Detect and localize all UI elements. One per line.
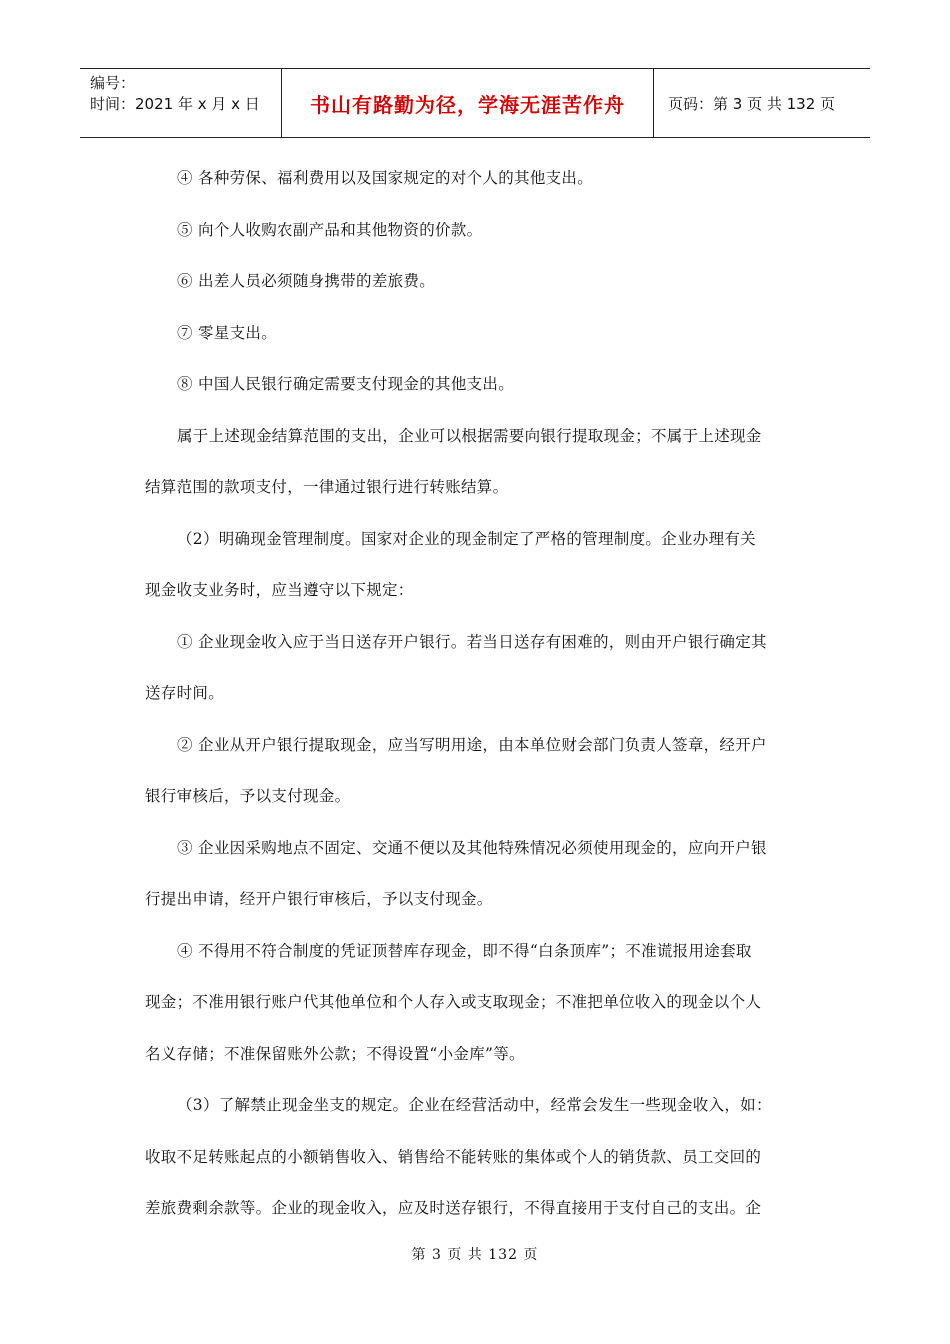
- text-line: 银行审核后，予以支付现金。: [145, 787, 351, 805]
- text-line: 结算范围的款项支付，一律通过银行进行转账结算。: [145, 478, 509, 496]
- text-line: ① 企业现金收入应于当日送存开户银行。若当日送存有困难的，则由开户银行确定其: [177, 632, 767, 651]
- text-line: ④ 各种劳保、福利费用以及国家规定的对个人的其他支出。: [177, 169, 594, 187]
- text-line: 名义存储；不准保留账外公款；不得设置“小金库”等。: [145, 1044, 525, 1063]
- text-line: （2）明确现金管理制度。国家对企业的现金制定了严格的管理制度。企业办理有关: [177, 529, 756, 548]
- text-line: 属于上述现金结算范围的支出，企业可以根据需要向银行提取现金；不属于上述现金: [177, 426, 762, 445]
- text-line: 现金；不准用银行账户代其他单位和个人存入或支取现金；不准把单位收入的现金以个人: [145, 993, 762, 1011]
- text-line: ⑦ 零星支出。: [177, 323, 278, 342]
- text-line: ③ 企业因采购地点不固定、交通不便以及其他特殊情况必须使用现金的，应向开户银: [177, 838, 767, 857]
- header-motto: 书山有路勤为径，学海无涯苦作舟: [310, 92, 625, 117]
- text-line: ⑥ 出差人员必须随身携带的差旅费。: [177, 272, 436, 290]
- text-line: 行提出申请，经开户银行审核后，予以支付现金。: [145, 890, 493, 908]
- document-number-label: 编号：: [90, 74, 136, 92]
- text-line: ⑤ 向个人收购农副产品和其他物资的价款。: [177, 220, 483, 239]
- text-line: （3）了解禁止现金坐支的规定。企业在经营活动中，经常会发生一些现金收入，如：: [177, 1096, 772, 1114]
- body-text: [145, 153, 810, 1235]
- header-page-info: 页码：第 3 页 共 132 页: [668, 94, 836, 113]
- text-line: ⑧ 中国人民银行确定需要支付现金的其他支出。: [177, 375, 515, 393]
- text-line: 送存时间。: [145, 684, 225, 702]
- document-date: 时间：2021 年 x 月 x 日: [90, 95, 260, 113]
- text-line: 差旅费剩余款等。企业的现金收入，应及时送存银行，不得直接用于支付自己的支出。企: [145, 1199, 762, 1217]
- page-header: [80, 68, 870, 138]
- text-line: ④ 不得用不符合制度的凭证顶替库存现金，即不得“白条顶库”；不准谎报用途套取: [177, 941, 752, 960]
- header-meta: [80, 69, 282, 137]
- text-line: 现金收支业务时，应当遵守以下规定：: [145, 581, 414, 599]
- header-motto-cell: [282, 69, 654, 137]
- header-page-info-cell: [654, 69, 870, 137]
- page-footer: 第 3 页 共 132 页: [411, 1247, 539, 1263]
- text-line: ② 企业从开户银行提取现金，应当写明用途，由本单位财会部门负责人签章，经开户: [177, 735, 767, 754]
- text-line: 收取不足转账起点的小额销售收入、销售给不能转账的集体或个人的销货款、员工交回的: [145, 1147, 762, 1166]
